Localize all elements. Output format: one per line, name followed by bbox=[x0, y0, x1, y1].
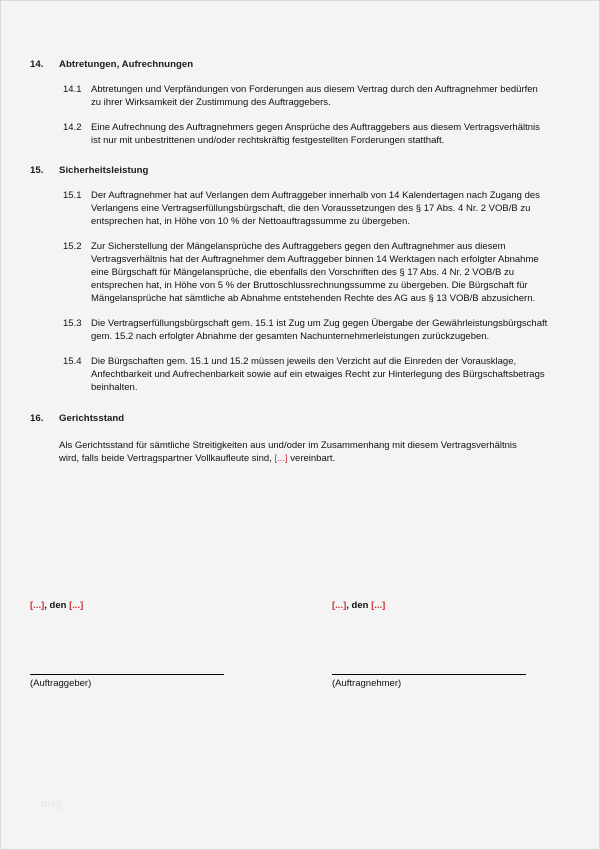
section-gap-15-16 bbox=[30, 394, 548, 412]
section-16-body bbox=[59, 439, 527, 465]
clause-15-2-number: 15.2 bbox=[63, 241, 82, 252]
signature-right-date-placeholder[interactable]: [...] bbox=[371, 600, 386, 611]
clause-14-1-number: 14.1 bbox=[63, 84, 82, 95]
clause-15-4-number: 15.4 bbox=[63, 356, 82, 367]
clause-14-2 bbox=[30, 121, 548, 147]
clause-14-1-text: Abtretungen und Verpfändungen von Forderungen aus diesem Vertrag durch den Auftragnehmer bedürfen zu ihrer Wirksamkeit der Zustimmung des Auftraggebers. bbox=[91, 84, 538, 108]
clause-15-1 bbox=[30, 189, 548, 228]
clause-15-3 bbox=[30, 317, 548, 343]
section-gap-14-15 bbox=[30, 147, 548, 164]
section-15-title: Sicherheitsleistung bbox=[59, 165, 149, 176]
clause-15-3-text: Die Vertragserfüllungsbürgschaft gem. 15.1 ist Zug um Zug gegen Übergabe der Gewährleistungsbürgschaft gem. 15.2 nach erfolgter Abnahme der gesamten Nachunternehmerleistungen zurückzugeben. bbox=[91, 318, 548, 342]
clause-15-1-number: 15.1 bbox=[63, 190, 82, 201]
section-15-number: 15. bbox=[30, 165, 44, 176]
signature-left-label: (Auftraggeber) bbox=[30, 678, 92, 689]
clause-15-4-text: Die Bürgschaften gem. 15.1 und 15.2 müssen jeweils den Verzicht auf die Einreden der Vorausklage, Anfechtbarkeit und Aufrechenbarkeit sowie auf ein etwaiges Recht zur Hinterlegung des Bürgschaftsbetrags beinhalten. bbox=[91, 356, 545, 393]
signature-left-date-placeholder[interactable]: [...] bbox=[69, 600, 84, 611]
signature-left-date bbox=[30, 599, 224, 612]
signature-right-label: (Auftragnehmer) bbox=[332, 678, 402, 689]
signature-area bbox=[30, 599, 548, 690]
signature-right-date-block bbox=[332, 599, 526, 612]
paper-surface bbox=[1, 1, 599, 849]
section-15-heading bbox=[30, 164, 548, 177]
section-14-title: Abtretungen, Aufrechnungen bbox=[59, 59, 194, 70]
signature-right-date-connector: , den bbox=[346, 600, 372, 611]
section-16 bbox=[30, 412, 548, 465]
signature-left-block bbox=[30, 612, 224, 690]
clause-15-4 bbox=[30, 355, 548, 394]
watermark-blog: blog bbox=[41, 799, 63, 810]
section-16-title: Gerichtsstand bbox=[59, 413, 125, 424]
section-14-number: 14. bbox=[30, 59, 44, 70]
section-14-heading bbox=[30, 58, 548, 71]
clause-15-2 bbox=[30, 240, 548, 305]
section-16-heading bbox=[30, 412, 548, 425]
signature-left-line[interactable] bbox=[30, 674, 224, 675]
signature-right-date bbox=[332, 599, 526, 612]
signature-right-place-placeholder[interactable]: [...] bbox=[332, 600, 347, 611]
signature-left-place-placeholder[interactable]: [...] bbox=[30, 600, 45, 611]
section-16-body-part-2: vereinbart. bbox=[287, 453, 336, 464]
signature-right-block bbox=[332, 612, 526, 690]
section-16-body-part-1: Als Gerichtsstand für sämtliche Streitigkeiten aus und/oder im Zusammenhang mit diesem Vertragsverhältnis wird, falls beide Vertragspartner Vollkaufleute sind, bbox=[59, 440, 517, 464]
section-16-number: 16. bbox=[30, 413, 44, 424]
section-15-clauses bbox=[30, 189, 548, 394]
clause-14-2-number: 14.2 bbox=[63, 122, 82, 133]
section-15 bbox=[30, 164, 548, 394]
section-14-clauses bbox=[30, 83, 548, 147]
clause-14-2-text: Eine Aufrechnung des Auftragnehmers gegen Ansprüche des Auftraggebers aus diesem Vertragsverhältnis ist nur mit unbestrittenen und/oder rechtskräftig festgestellten Forderungen statthaft. bbox=[91, 122, 540, 146]
clause-15-1-text: Der Auftragnehmer hat auf Verlangen dem Auftraggeber innerhalb von 14 Kalendertagen nach Zugang des Verlangens eine Vertragserfüllungsbürgschaft, die den Voraussetzungen des § 17 Abs. 4 Nr. 2 VOB/B zu entsprechen hat, in Höhe von 10 % der Nettoauftragssumme zu übergeben. bbox=[91, 190, 540, 227]
section-14 bbox=[30, 58, 548, 147]
signature-right-line[interactable] bbox=[332, 674, 526, 675]
document-content bbox=[30, 58, 548, 465]
signature-left-date-block bbox=[30, 599, 224, 612]
clause-15-2-text: Zur Sicherstellung der Mängelansprüche des Auftraggebers gegen den Auftragnehmer aus diesem Vertragsverhältnis hat der Auftragnehmer dem Auftraggeber binnen 14 Werktagen nach erfolgter Abnahme eine Bürgschaft für Mängelansprüche, die ebenfalls den Vorschriften des § 17 Abs. 4 Nr. 2 VOB/B zu entsprechen hat, in Höhe von 5 % der Bruttoschlussrechnungssumme zu übergeben. Die Bürgschaft für Mängelansprüche hat sämtliche ab Abnahme entstehenden Rechte des AG aus § 13 VOB/B abzusichern. bbox=[91, 241, 539, 304]
clause-15-3-number: 15.3 bbox=[63, 318, 82, 329]
signature-date-row bbox=[30, 599, 548, 612]
signature-left-date-connector: , den bbox=[44, 600, 70, 611]
section-16-placeholder[interactable]: [...] bbox=[274, 453, 288, 464]
signature-line-row bbox=[30, 612, 548, 690]
clause-14-1 bbox=[30, 83, 548, 109]
